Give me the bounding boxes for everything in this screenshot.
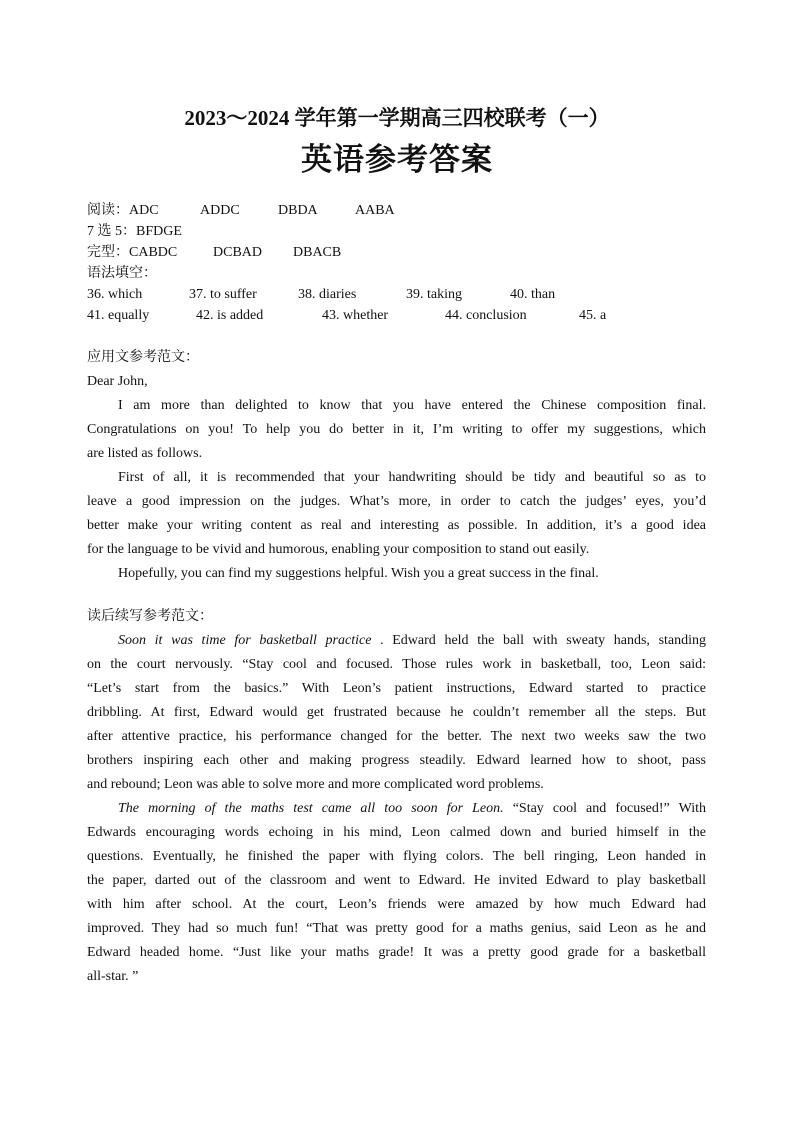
- section-heading: 应用文参考范文：: [87, 350, 199, 365]
- grammar-answer: 43. whether: [322, 308, 389, 323]
- grammar-answer: 36. which: [87, 287, 143, 302]
- text-line: questions. Eventually, he finished the paper with flying colors. The bell ringing, Leon handed in: [87, 849, 706, 864]
- line-rest: . Edward held the ball with sweaty hands, standing: [371, 633, 707, 648]
- reading-group-1: [87, 200, 159, 221]
- text-line: brothers inspiring each other and making progress steadily. Edward learned how to shoot, pass: [87, 753, 706, 768]
- grammar-answer: 42. is added: [196, 308, 264, 323]
- text-line: for the language to be vivid and humorous, enabling your composition to stand out easily.: [87, 542, 590, 557]
- grammar-answers-row-2: [87, 305, 706, 326]
- text-line: all-star. ”: [87, 969, 139, 984]
- text-line: dribbling. At first, Edward would get frustrated because he couldn’t remember all the steps. But: [87, 705, 706, 720]
- continuation-writing-section: [87, 605, 706, 989]
- line-rest: “Stay cool and focused!” With: [503, 801, 707, 816]
- text-line: and rebound; Leon was able to solve more and more complicated word problems.: [87, 777, 544, 792]
- grammar-answer: 41. equally: [87, 308, 150, 323]
- text-line: improved. They had so much fun! “That was pretty good for a maths genius, said Leon as he and: [87, 921, 706, 936]
- text-line: [87, 629, 706, 653]
- text-line: “Let’s start from the basics.” With Leon’s patient instructions, Edward started to practice: [87, 681, 706, 696]
- answer-key: [87, 200, 706, 326]
- italic-opening: The morning of the maths test came all too soon for Leon.: [118, 801, 504, 816]
- cloze-group-1: [87, 242, 177, 263]
- text-line: leave a good impression on the judges. What’s more, in order to catch the judges’ eyes, you’d: [87, 494, 706, 509]
- cloze-answers: [87, 242, 706, 263]
- text-line: on the court nervously. “Stay cool and focused. Those rules work in basketball, too, Leon said:: [87, 657, 706, 672]
- text-line: the paper, darted out of the classroom and went to Edward. He invited Edward to play basketball: [87, 873, 706, 888]
- grammar-answer: 40. than: [510, 287, 556, 302]
- section-heading: 读后续写参考范文：: [87, 609, 213, 624]
- text-line: First of all, it is recommended that your handwriting should be tidy and beautiful so as to: [118, 470, 706, 485]
- salutation: Dear John,: [87, 374, 148, 389]
- grammar-answer: 44. conclusion: [445, 308, 527, 323]
- text-line: after attentive practice, his performance changed for the better. The next two weeks saw the two: [87, 729, 706, 744]
- cloze-answer: CABDC: [129, 245, 178, 260]
- reading-group-4: AABA: [355, 203, 395, 218]
- text-line: Edwards encouraging words echoing in his mind, Leon calmed down and buried himself in the: [87, 825, 706, 840]
- practical-writing-section: [87, 346, 706, 586]
- text-line: Edward headed home. “Just like your maths grade! It was a pretty good grade for a basketball: [87, 945, 706, 960]
- text-line: [87, 797, 706, 821]
- seven-choose-five-answers: [87, 221, 706, 242]
- grammar-answers-row-1: [87, 284, 706, 305]
- cloze-label: 完型：: [87, 245, 129, 260]
- grammar-answer: 37. to suffer: [189, 287, 257, 302]
- italic-opening: Soon it was time for basketball practice: [118, 633, 372, 648]
- reading-label: 阅读：: [87, 203, 129, 218]
- document-subtitle: 英语参考答案: [301, 142, 493, 177]
- cloze-group-2: DCBAD: [213, 245, 263, 260]
- exam-title: 2023～2024 学年第一学期高三四校联考（一）: [184, 106, 610, 130]
- grammar-answer: 38. diaries: [298, 287, 357, 302]
- text-line: Hopefully, you can find my suggestions helpful. Wish you a great success in the final.: [118, 566, 599, 581]
- text-line: are listed as follows.: [87, 446, 203, 461]
- grammar-answer: 45. a: [579, 308, 607, 323]
- text-line: Congratulations on you! To help you do better in it, I’m writing to offer my suggestions, which: [87, 422, 706, 437]
- reading-group-2: ADDC: [200, 203, 240, 218]
- reading-answer: ADC: [129, 203, 159, 218]
- grammar-label: 语法填空：: [87, 266, 157, 281]
- grammar-answer: 39. taking: [406, 287, 462, 302]
- seven-choose-five: 7 选 5：BFDGE: [87, 224, 182, 239]
- reading-answers: [87, 200, 706, 221]
- text-line: I am more than delighted to know that you have entered the Chinese composition final.: [118, 398, 706, 413]
- grammar-heading-row: [87, 263, 706, 284]
- text-line: better make your writing content as real and interesting as possible. In addition, it’s a good idea: [87, 518, 706, 533]
- text-line: with him after school. At the court, Leon’s friends were amazed by how much Edward had: [87, 897, 706, 912]
- reading-group-3: DBDA: [278, 203, 318, 218]
- cloze-group-3: DBACB: [293, 245, 342, 260]
